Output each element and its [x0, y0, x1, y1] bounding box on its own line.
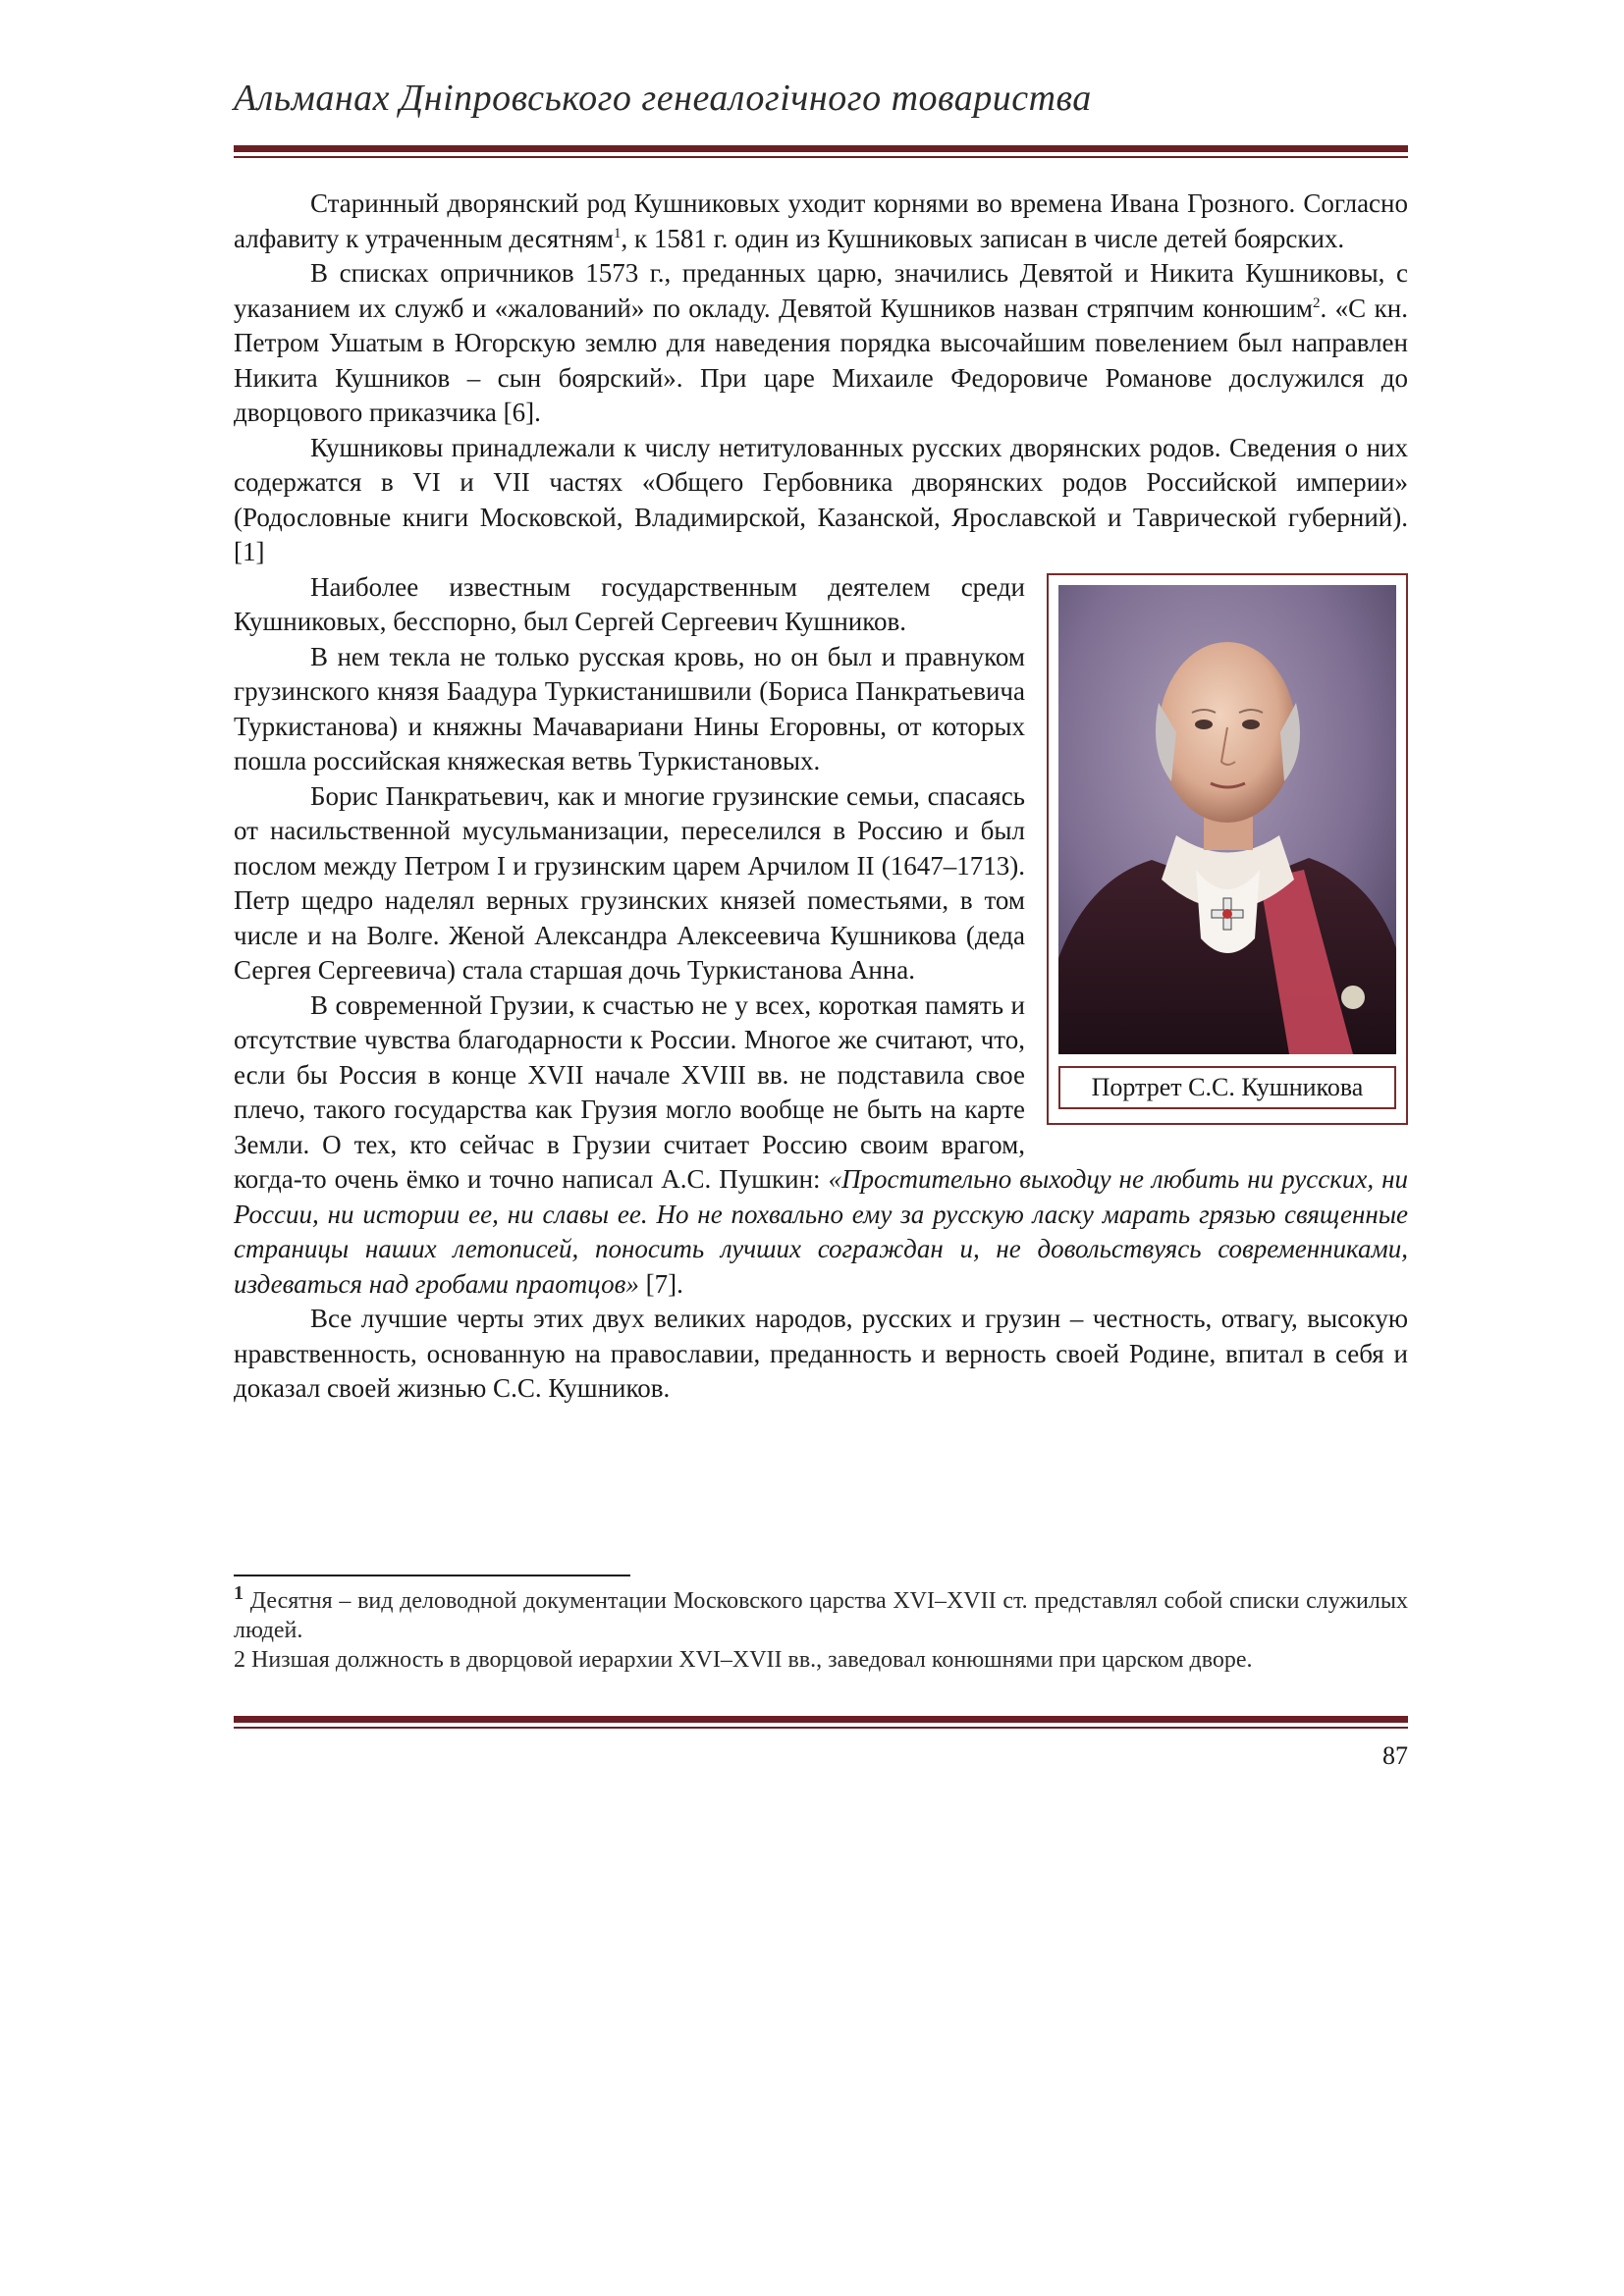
paragraph: Все лучшие черты этих двух великих народов, русских и грузин – честность, отвагу, высокую нравственность, основанную на православии, преданность и верность своей Родине, впитал в себя и доказал своей жизнью С.С. Кушников.: [234, 1304, 1408, 1403]
article-body: [234, 187, 1408, 1407]
portrait-caption: Портрет С.С. Кушникова: [1058, 1066, 1396, 1109]
paragraph: В нем текла не только русская кровь, но он был и правнуком грузинского князя Баадура Туркистанишвили (Бориса Панкратьевича Туркистанова) и княжны Мачавариани Нины Егоровны, от которых пошла российская княжеская ветвь Туркистановых.: [234, 641, 1025, 775]
paragraph: Борис Панкратьевич, как и многие грузинские семьи, спасаясь от насильственной мусульманизации, переселился в Россию и был послом между Петром I и грузинским царем Арчилом II (1647–1713). Петр щедро наделял верных грузинских князей поместьями, в том числе и на Волге. Женой Александра Алексеевича Кушникова (деда Сергея Сергеевича) стала старшая дочь Туркистанова Анна.: [234, 780, 1025, 985]
portrait-image: [1058, 585, 1396, 1054]
header-rule: [234, 145, 1408, 158]
page-number: 87: [1382, 1741, 1408, 1770]
paragraph: Кушниковы принадлежали к числу нетитулованных русских дворянских родов. Сведения о них содержатся в VI и VII частях «Общего Гербовника дворянских родов Российской империи» (Родословные книги Московской, Владимирской, Казанской, Ярославской и Таврической губерний). [1]: [234, 432, 1408, 566]
footer-rule: [234, 1716, 1408, 1729]
footnote-ref[interactable]: 1: [613, 225, 622, 241]
paragraph: Старинный дворянский род Кушниковых уходит корнями во времена Ивана Грозного. Согласно алфавиту к утраченным десятням$^1$, к 1581 г. один из Кушниковых записан в числе детей боярских.: [234, 188, 1408, 253]
footnote: 2 Низшая должность в дворцовой иерархии XVI–XVII вв., заведовал конюшнями при царском дворе.: [234, 1647, 1253, 1673]
portrait-illustration: [1058, 585, 1396, 1054]
footnote-ref[interactable]: 2: [1312, 294, 1321, 311]
paragraph: В списках опричников 1573 г., преданных царю, значились Девятой и Никита Кушниковы, с указанием их служб и «жалований» по окладу. Девятой Кушников назван стряпчим конюшим$^2$. «С кн. Петром Ушатым в Югорскую землю для наведения порядка высочайшим повелением был направлен Никита Кушников – сын боярский». При царе Михаиле Федоровиче Романове дослужился до дворцового приказчика [6].: [234, 258, 1408, 427]
footnotes: [234, 1582, 1408, 1675]
footnote-separator: [234, 1575, 630, 1576]
paragraph: Наиболее известным государственным деятелем среди Кушниковых, бесспорно, был Сергей Сергеевич Кушников.: [234, 571, 1025, 636]
running-title: Альманах Дніпровського генеалогічного товариства: [234, 78, 1092, 119]
pushkin-quote: «Простительно выходцу не любить ни русских, ни России, ни истории ее, ни славы ее. Но не похвально ему за русскую ласку марать грязью священные страницы наших летописей, поносить лучших сограждан и, не довольствуясь современниками, издеваться над гробами праотцов»: [234, 1164, 1408, 1299]
paragraph: В современной Грузии, к счастью не у всех, короткая память и отсутствие чувства благодарности к России. Многое же считают, что, если бы Россия в конце XVII начале XVIII вв. не подставила свое плечо, такого государства как Грузия могло вообще не быть на карте Земли. О тех, кто сейчас в Грузии считает Россию своим врагом, когда-то очень ёмко и точно написал А.С. Пушкин: «Простительно выходцу не любить ни русских, ни России, ни истории ее, ни славы ее. Но не похвально ему за русскую ласку марать грязью священные страницы наших летописей, поносить лучших сограждан и, не довольствуясь современниками, издеваться над гробами праотцов» [7].: [234, 989, 1408, 1299]
footnote: $^1$ Десятня – вид деловодной документации Московского царства XVI–XVII ст. представлял собой списки служилых людей.: [234, 1582, 1408, 1643]
portrait-figure: [1047, 573, 1408, 1125]
